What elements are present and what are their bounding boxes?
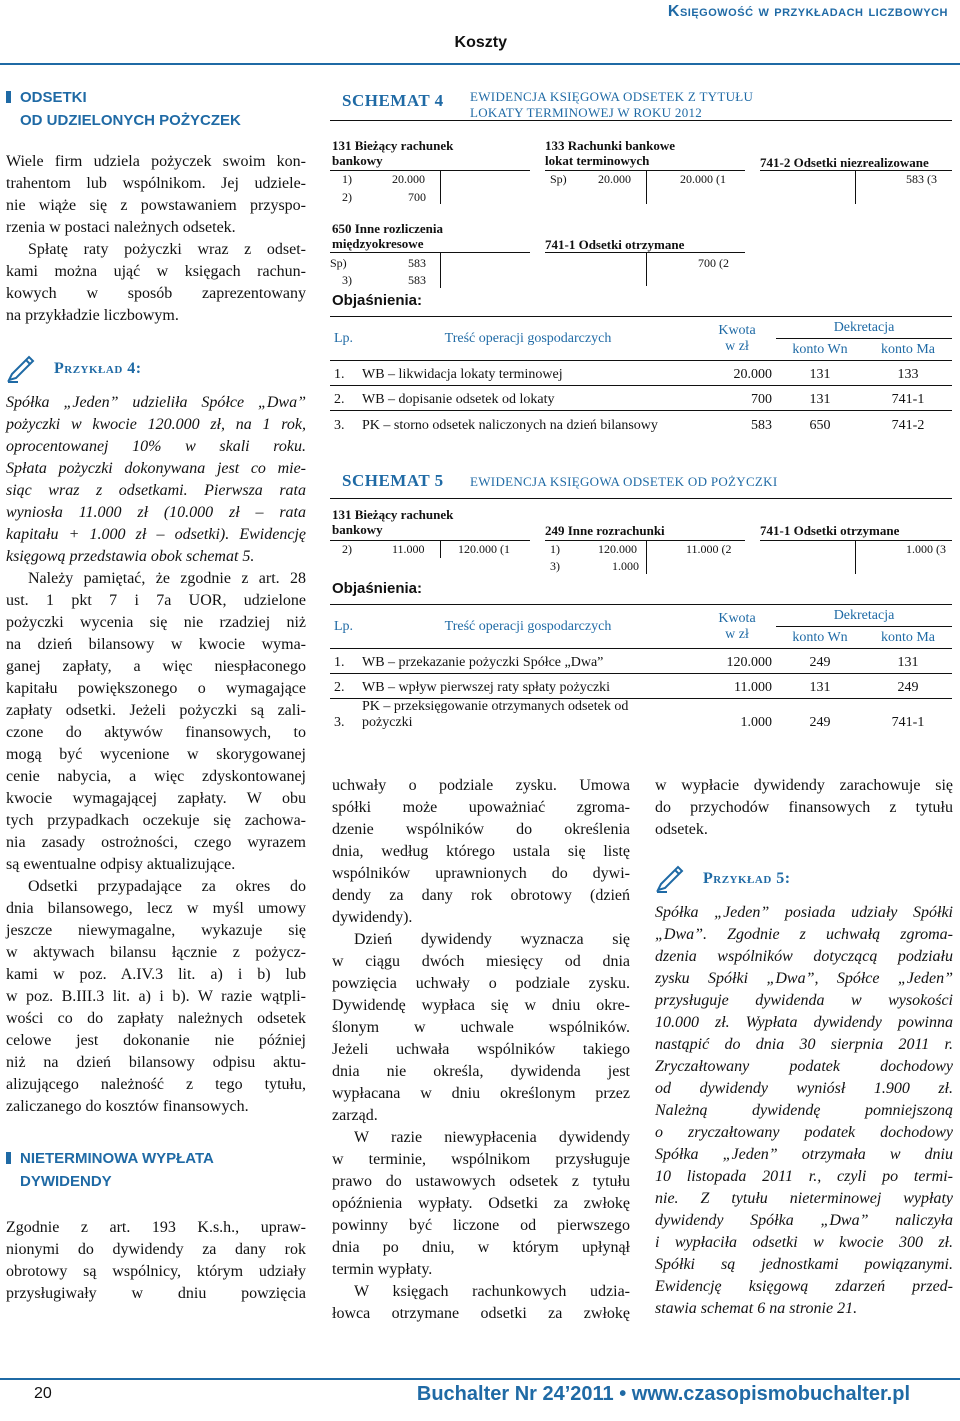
paragraph [655, 775, 953, 841]
section-marker-icon [6, 91, 11, 103]
t-account-133: 133 Rachunki bankowe lokat terminowych [545, 138, 676, 168]
schemat-4: SCHEMAT 4 EWIDENCJA KSIĘGOWA ODSETEK Z TYTUŁU LOKATY TERMINOWEJ W ROKU 2012 131 Bieżący rachunek bankowy 1) 20.000 2) 700 133 Rachunki bankowe lokat terminowych Sp) 20.000 20.000 (1 741-2 Odsetki niezrealizowane 583 (3 650 Inne rozliczenia międzyokresowe Sp) 583 3) 583 741-1 Odsetki otrzymane 700 (2 Objaśnienia: Lp. Treść operacji gospodarczych Kwota w zł Dekretacja konto Wn konto Ma 1. WB – likwidacja lokaty terminowej 20.000 131 133 2. WB – dopisanie odsetek od lokaty 700 131 741-1 3. PK – storno odsetek naliczonych na dzień bilansowy 583 650 741-2 [330, 86, 952, 444]
text-line: pożyczki w kwocie 120.000 zł, na 1 rok, [6, 416, 306, 433]
text-line: dnia bilansowego, lecz w myśl umowy [6, 900, 306, 917]
t-account-741-1: 741-1 Odsetki otrzymane [545, 237, 685, 252]
paragraph [6, 239, 306, 327]
table-row [330, 361, 952, 386]
schemat-5-header: SCHEMAT 5 EWIDENCJA KSIĘGOWA ODSETEK OD POŻYCZKI [330, 464, 952, 499]
text-line: prawo do ustawowych odsetek z tytułu [332, 1173, 630, 1190]
t-account-131: 131 Bieżący rachunek bankowy [332, 507, 454, 537]
section-marker-icon [6, 1152, 11, 1164]
right-column [655, 775, 953, 1320]
table-cell: 1.000 [740, 715, 772, 730]
text-line: Dywidendę wypłaca się w dniu okre- [332, 997, 630, 1014]
text-line: przysługuje dywidenda w wysokości [655, 992, 953, 1009]
pen-icon [655, 864, 685, 894]
table-cell: 120.000 [726, 655, 772, 670]
table-cell: 1. [334, 655, 345, 670]
table-cell: 249 [809, 715, 831, 730]
t-account-131: 131 Bieżący rachunek bankowy [332, 138, 454, 168]
text-line: w wypłacie dywidendy zarachowuje się [655, 777, 953, 794]
text-line: cenie nabycia, a więc zdyskontowanej [6, 768, 306, 785]
text-line: księgową przedstawia obok schemat 5. [6, 548, 255, 565]
table-cell: 131 [809, 367, 831, 382]
t-account-249: 249 Inne rozrachunki [545, 523, 665, 538]
text-line: dnia, według którego ustala się listę [332, 843, 630, 860]
text-line: nastąpić do dnia 30 sierpnia 2011 r. [655, 1036, 953, 1053]
table-cell: 1. [334, 367, 345, 382]
text-line: Spółka „Jeden” udzieliła Spółce „Dwa” [6, 394, 306, 411]
table-cell: 650 [809, 417, 831, 433]
text-line: w terminie, wspólnikom przysługuje [332, 1151, 630, 1168]
text-line: dywidendy). [332, 909, 413, 926]
paragraph [332, 929, 630, 1127]
text-line: Spółka „Jeden” otrzymała w dniu [655, 1146, 953, 1163]
paragraph [332, 775, 630, 929]
objasnienia-label: Objaśnienia: [332, 292, 423, 309]
table-cell: 249 [897, 680, 919, 695]
text-line: i wypłaciła odsetki w kwocie 300 zł. [655, 1234, 953, 1251]
text-line: o zryczałtowany podatek dochodowy [655, 1124, 953, 1141]
text-line: obrotowy są wspólnicy, którym udziały [6, 1263, 306, 1280]
table-cell: WB – likwidacja lokaty terminowej [362, 367, 563, 382]
example-5-text [655, 902, 953, 1320]
table-cell: WB – wpływ pierwszej raty spłaty pożyczki [362, 680, 611, 695]
table-cell: 249 [809, 655, 831, 670]
table-cell: 133 [897, 367, 919, 382]
running-header-title: Księgowość w przykładach liczbowych [667, 3, 948, 20]
text-line: dnia nie określa, dywidenda jest [332, 1063, 630, 1080]
text-line: wypłacana w dniu określonym przez [332, 1085, 630, 1102]
text-line: Należną dywidendę pomniejszoną [655, 1102, 953, 1119]
text-line: Dzień dywidendy wyznacza się [354, 931, 630, 948]
text-line: celowe jest dokonanie nie później [6, 1032, 306, 1049]
footer-rule [0, 1378, 960, 1380]
text-line: zaliczanego do kosztów finansowych. [6, 1098, 249, 1115]
paragraph [6, 568, 306, 876]
text-line: W razie niewypłacenia dywidendy [354, 1129, 630, 1146]
magazine-footer: Buchalter Nr 24’2011 • www.czasopismobuchalter.pl [416, 1383, 910, 1405]
text-line: W księgach rachunkowych udzia- [354, 1283, 630, 1300]
running-header-section: Koszty [454, 34, 507, 51]
text-line: spółki może upoważniać zgroma- [332, 799, 630, 816]
text-line: dnia po dniu, w którym upłynął [332, 1239, 630, 1256]
text-line: jeszcze niewymagalne, wykazuje się [6, 922, 306, 939]
text-line: kami w poz. A.IV.3 lit. a) i b) lub [6, 966, 306, 983]
table-row [330, 386, 952, 411]
text-line: powinny być liczone od pierwszego [332, 1217, 630, 1234]
schemat-4-header: SCHEMAT 4 EWIDENCJA KSIĘGOWA ODSETEK Z TYTUŁU LOKATY TERMINOWEJ W ROKU 2012 [330, 86, 952, 121]
table-cell: 131 [809, 392, 831, 407]
pen-icon [6, 354, 36, 384]
text-line: dywidendy Spółka „Dwa” naliczyła [655, 1212, 953, 1229]
text-line: dzenie wspólników do określenia [332, 821, 630, 838]
left-column [6, 86, 306, 1305]
section-heading-dywidenda: NIETERMINOWA WYPŁATA DYWIDENDY [6, 1147, 306, 1193]
text-line: wyniosła 11.000 zł (10.000 zł – rata [6, 504, 306, 521]
example-5-heading: Przykład 5: [655, 864, 953, 894]
text-line: nie wiąże się z powstawaniem przyspo- [6, 197, 306, 214]
table-cell: 3. [334, 417, 345, 433]
text-line: „Dwa”. Zgodnie z uchwałą zgroma- [655, 926, 953, 943]
header-rule [0, 63, 960, 65]
text-line: uchwały o podziale zysku. Umowa [332, 777, 630, 794]
table-cell: 583 [751, 417, 772, 433]
table-cell [358, 699, 698, 734]
text-line: kapitału + 1.000 zł – odsetki). Ewidencję [6, 526, 306, 543]
text-line: zapłaty odsetki. Jeżeli pożyczki są zali- [6, 702, 306, 719]
schemat-4-operations-table: Lp. Treść operacji gospodarczych Kwota w zł Dekretacja konto Wn konto Ma 1. WB – likwidacja lokaty terminowej 20.000 131 133 2. WB – dopisanie odsetek od lokaty 700 131 741-1 3. PK – storno odsetek naliczonych na dzień bilansowy 583 650 741-2 [330, 316, 952, 436]
text-line: mogą być wycenione w skorygowanej [6, 746, 306, 763]
text-line: przysługiwały w dniu powzięcia [6, 1285, 306, 1302]
table-cell-line: pożyczki [362, 715, 413, 730]
text-line: kowych w sposób zaprezentowany [6, 285, 306, 302]
text-line: stawia schemat 6 na stronie 21. [655, 1300, 858, 1317]
text-line: Zryczałtowany podatek dochodowy [655, 1058, 953, 1075]
paragraph [332, 1281, 630, 1325]
text-line: 10.000 zł. Wypłata dywidendy powinna [655, 1014, 953, 1031]
schemat-5: SCHEMAT 5 EWIDENCJA KSIĘGOWA ODSETEK OD POŻYCZKI 131 Bieżący rachunek bankowy 2) 11.000 120.000 (1 249 Inne rozrachunki 1) 120.000 3) 1.000 11.000 (2 741-1 Odsetki otrzymane 1.000 (3 Objaśnienia: Lp. Treść operacji gospodarczych Kwota w zł Dekretacja konto Wn konto Ma 1. WB – przekazanie pożyczki Spółce „Dwa” 120.000 249 131 2. WB – wpływ pierwszej raty spłaty pożyczki 11.000 131 249 3. PK – przeksięgowanie otrzymanych odsetek od pożyczki 1.000 249 741-1 [330, 464, 952, 764]
text-line: Wiele firm udziela pożyczek swoim kon- [6, 153, 306, 170]
text-line: trahentom lub wspólnikom. Jej udziele- [6, 175, 306, 192]
table-row [330, 649, 952, 674]
text-line: dendy za dany rok obrotowy (dzień [332, 887, 630, 904]
text-line: kami można ująć w księgach rachun- [6, 263, 306, 280]
text-line: ganej zapłaty, a więc niespłaconego [6, 658, 306, 675]
text-line: czone do aktywów finansowych, to [6, 724, 306, 741]
text-line: od dywidendy wyniósł 1.900 zł. [655, 1080, 953, 1097]
table-cell: 11.000 [734, 680, 772, 695]
text-line: Jeżeli uchwała wspólników takiego [332, 1041, 630, 1058]
table-cell: 741-1 [891, 392, 925, 407]
page-number: 20 [34, 1385, 52, 1402]
text-line: nionymi do dywidendy za dany rok [6, 1241, 306, 1258]
t-account-741-2: 741-2 Odsetki niezrealizowane [760, 155, 929, 170]
text-line: Ewidencję księgową zdarzeń przed- [655, 1278, 953, 1295]
text-line: na dzień bilansowy w kwocie wyma- [6, 636, 306, 653]
t-account-650: 650 Inne rozliczenia międzyokresowe [332, 221, 443, 251]
text-line: zarząd. [332, 1107, 378, 1124]
table-cell: 131 [809, 680, 831, 695]
text-line: wspólników uprawnionych do dywi- [332, 865, 630, 882]
text-line: opóźnienia wypłaty. Odsetki za zwłokę [332, 1195, 630, 1212]
table-cell-line: PK – przeksięgowanie otrzymanych odsetek od [362, 699, 629, 714]
text-line: rzenia w postaci należnych odsetek. [6, 219, 236, 236]
example-4-heading: Przykład 4: [6, 354, 306, 384]
text-line: siąc wraz z odsetkami. Pierwsza rata [6, 482, 306, 499]
text-line: kwocie wymagającej zapłaty. W obu [6, 790, 306, 807]
paragraph [6, 1217, 306, 1305]
table-cell: 2. [334, 680, 345, 695]
schemat-5-operations-table: Lp. Treść operacji gospodarczych Kwota w zł Dekretacja konto Wn konto Ma 1. WB – przekazanie pożyczki Spółce „Dwa” 120.000 249 131 2. WB – wpływ pierwszej raty spłaty pożyczki 11.000 131 249 3. PK – przeksięgowanie otrzymanych odsetek od pożyczki 1.000 249 741-1 [330, 604, 952, 733]
table-cell: WB – przekazanie pożyczki Spółce „Dwa” [362, 655, 604, 670]
paragraph [6, 151, 306, 239]
table-cell: 741-1 [891, 715, 925, 730]
text-line: Odsetki przypadające za okres do [28, 878, 306, 895]
table-cell: 20.000 [733, 367, 772, 382]
table-cell: WB – dopisanie odsetek od lokaty [362, 392, 555, 407]
table-cell: 700 [751, 392, 772, 407]
text-line: Zgodnie z art. 193 K.s.h., upraw- [6, 1219, 306, 1236]
text-line: nia zasady ostrożności, czego wyrazem [6, 834, 306, 851]
text-line: powzięcia uchwały o podziale zysku. [332, 975, 630, 992]
text-line: Spłata pożyczki dokonywana jest co mie- [6, 460, 306, 477]
text-line: na przykładzie liczbowym. [6, 307, 179, 324]
text-line: 10 listopada 2011 r., czyli po termi- [655, 1168, 953, 1185]
text-line: w aktywach bilansu łącznie z pożycz- [6, 944, 306, 961]
t-account-741-1: 741-1 Odsetki otrzymane [760, 523, 900, 538]
text-line: tych przypadkach oczekuje się zachowa- [6, 812, 306, 829]
table-row [330, 411, 952, 436]
middle-column [332, 775, 630, 1325]
text-line: niż na dzień bilansowy odpisu aktu- [6, 1054, 306, 1071]
text-line: pożyczki wycenia się nie rzadziej niż [6, 614, 306, 631]
text-line: Spółki są jednostkami powiązanymi. [655, 1256, 953, 1273]
text-line: termin wypłaty. [332, 1261, 433, 1278]
text-line: do przychodów finansowych z tytułu [655, 799, 953, 816]
text-line: Należy pamiętać, że zgodnie z art. 28 [28, 570, 306, 587]
text-line: ślonym w uchwale wspólników. [332, 1019, 630, 1036]
text-line: Spłatę raty pożyczki wraz z odset- [28, 241, 306, 258]
text-line: odsetek. [655, 821, 708, 838]
table-cell: 2. [334, 392, 345, 407]
text-line: Spółka „Jeden” posiada udziały Spółki [655, 904, 953, 921]
table-row [330, 699, 952, 734]
text-line: nie. Z tytułu nieterminowej wypłaty [655, 1190, 953, 1207]
objasnienia-label: Objaśnienia: [332, 580, 423, 597]
text-line: są ewentualne odpisy aktualizujące. [6, 856, 236, 873]
table-cell: PK – storno odsetek naliczonych na dzień bilansowy [362, 417, 658, 433]
text-line: zysku Spółki „Dwa”, Spółce „Jeden” [655, 970, 953, 987]
text-line: w poz. B.III.3 lit. a) i b). W razie wątpli- [6, 988, 306, 1005]
table-cell: 741-2 [891, 417, 925, 433]
text-line: łowca otrzymane odsetki za zwłokę [332, 1305, 630, 1322]
text-line: alizującego należność z tego tytułu, [6, 1076, 306, 1093]
text-line: wości co do zapłaty należnych odsetek [6, 1010, 306, 1027]
table-cell: 131 [897, 655, 919, 670]
text-line: w ciągu dwóch miesięcy od dnia [332, 953, 630, 970]
example-4-text [6, 392, 306, 568]
paragraph [332, 1127, 630, 1281]
text-line: kapitału powiększonego o wymagające [6, 680, 306, 697]
table-cell: 3. [334, 715, 345, 730]
section-heading-odsetki: ODSETKI OD UDZIELONYCH POŻYCZEK [6, 86, 306, 132]
paragraph [6, 876, 306, 1118]
table-row [330, 674, 952, 699]
text-line: oprocentowanej 10% w skali roku. [6, 438, 306, 455]
text-line: dzenia wspólników dotyczącą podziału [655, 948, 953, 965]
text-line: ust. 1 pkt 7 i 7a UOR, udzielone [6, 592, 306, 609]
